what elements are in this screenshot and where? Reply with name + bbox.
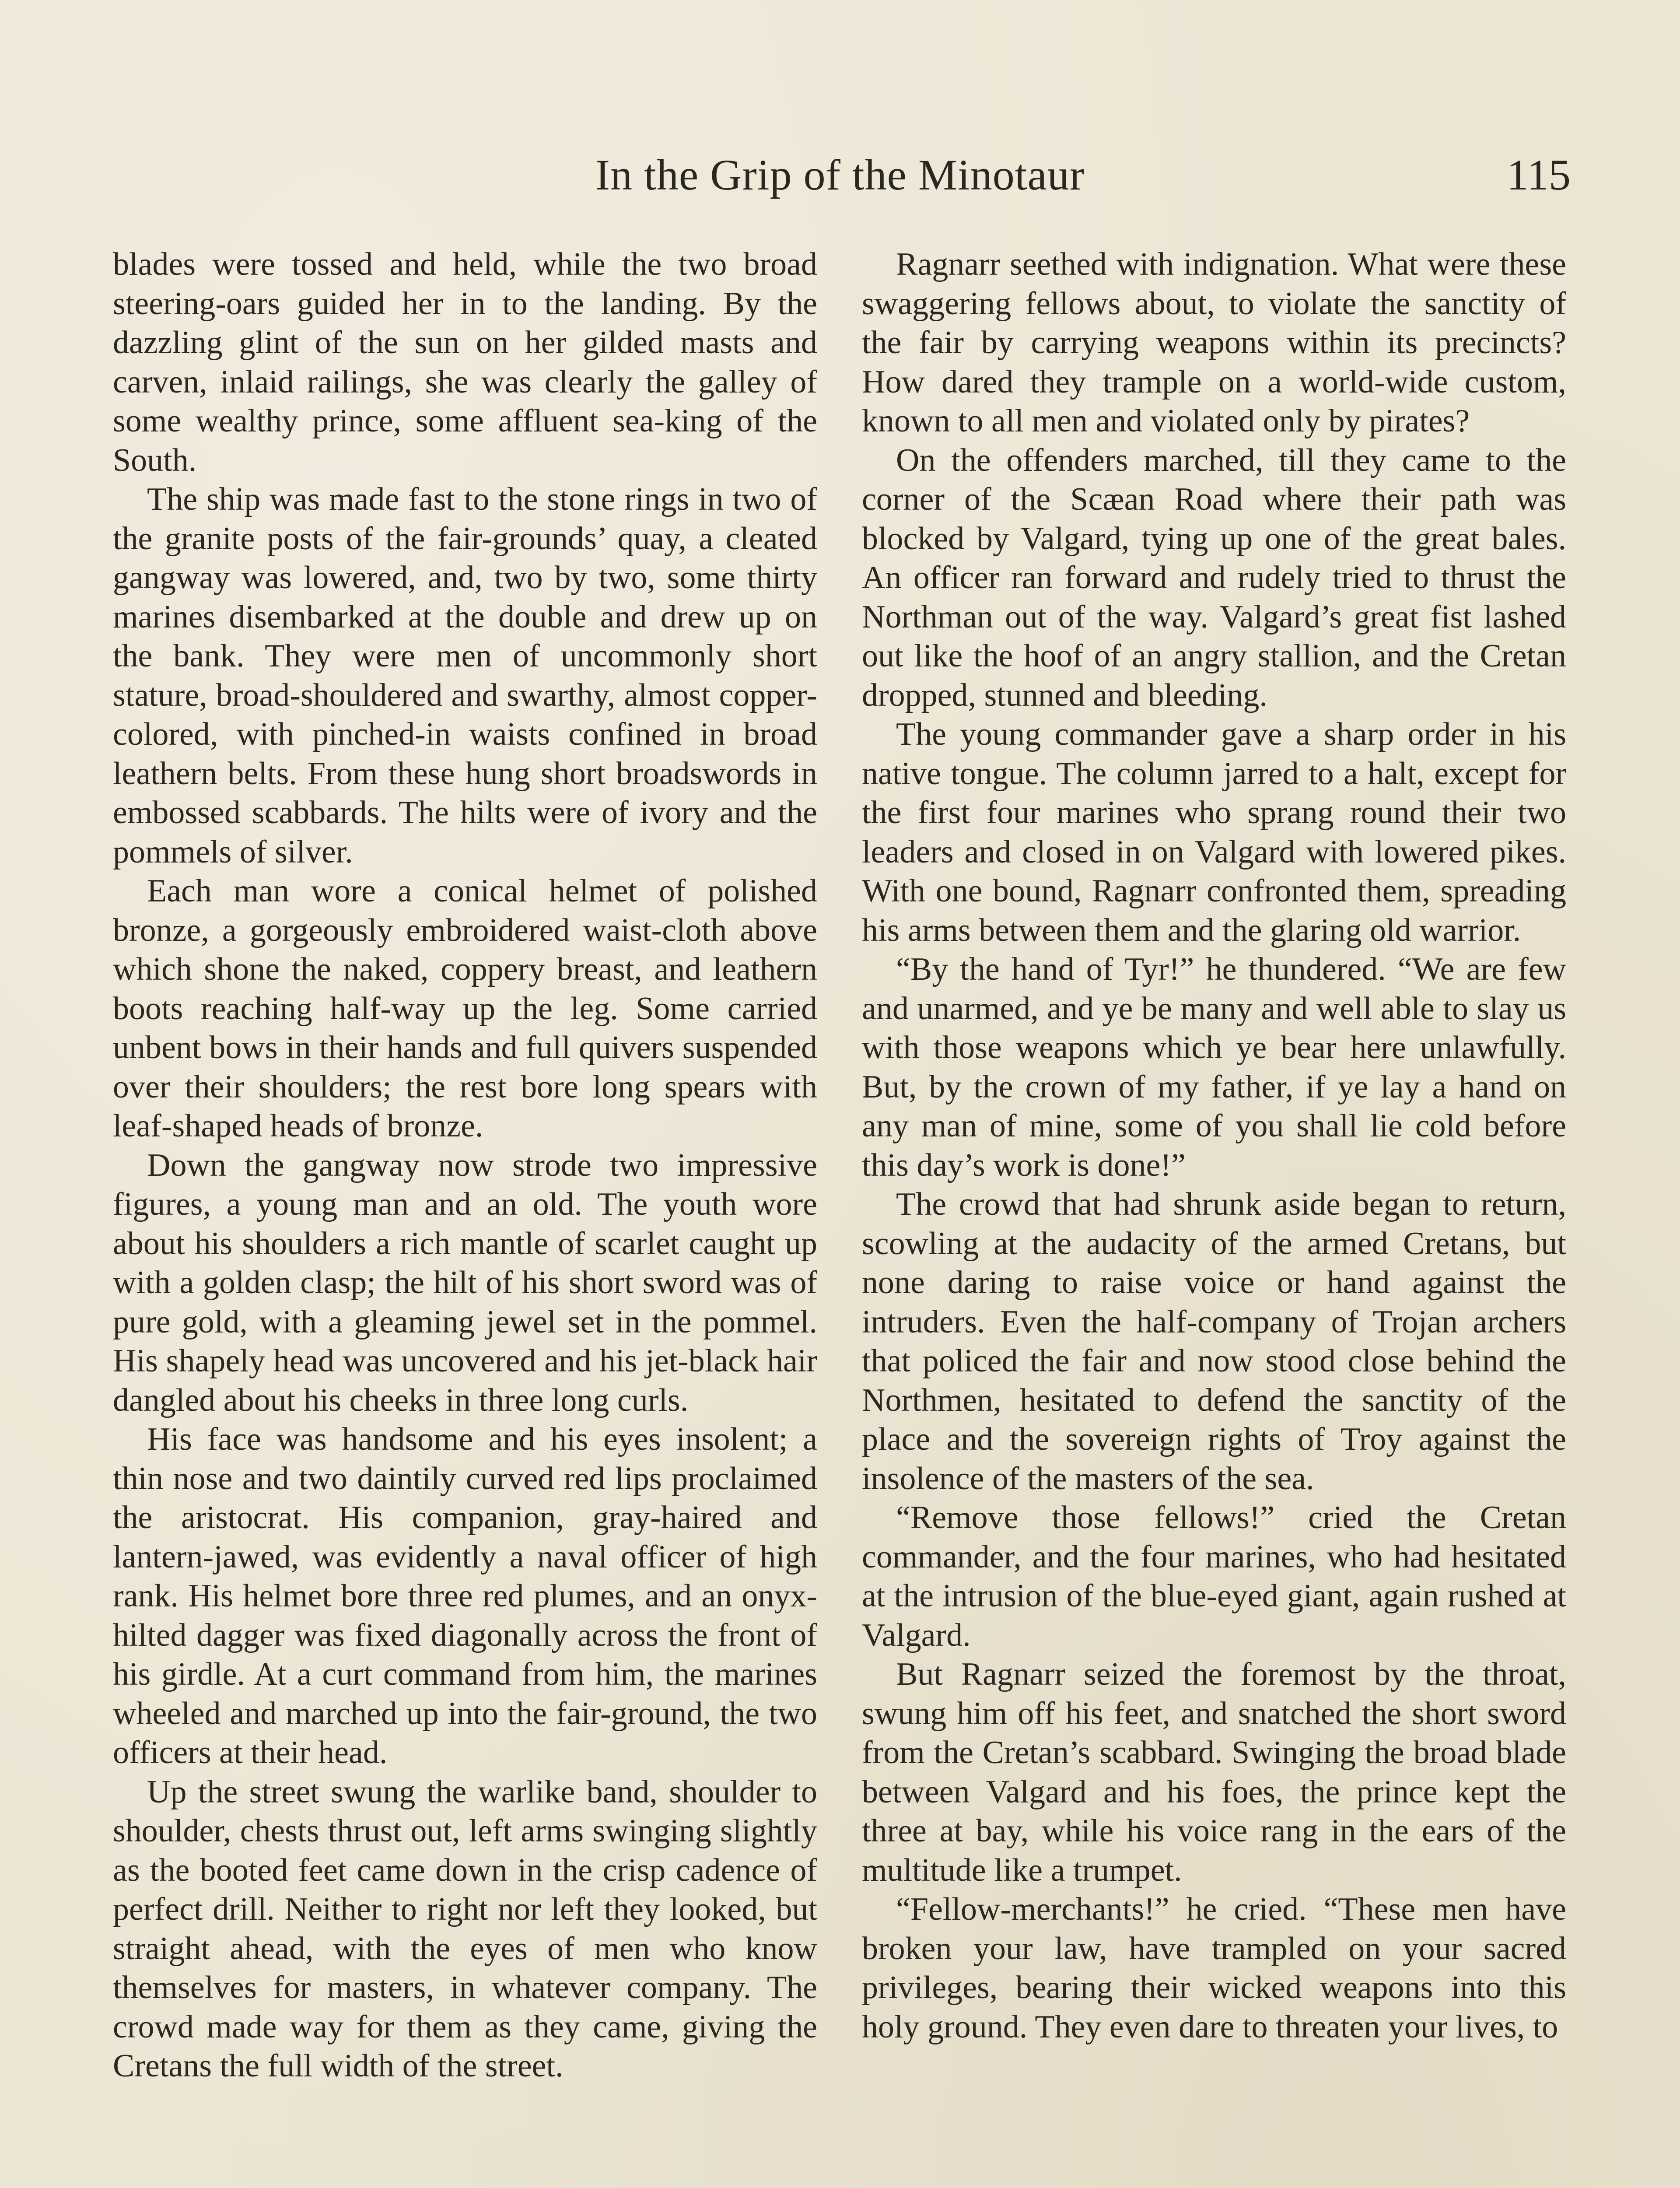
paragraph: The young commander gave a sharp order in his native tongue. The column jarred to a halt, except for the first four marines who sprang round their two leaders and closed in on Valgard with lowered pikes. With one bound, Ragnarr confronted them, spreading his arms between them and the glaring old warrior. (862, 716, 1566, 948)
right-column (862, 245, 1566, 2047)
left-column (113, 245, 817, 2086)
paragraph: “Remove those fellows!” cried the Cretan commander, and the four marines, who had hesitated at the intrusion of the blue-eyed giant, again rushed at Valgard. (862, 1500, 1566, 1653)
paragraph: Each man wore a conical helmet of polished bronze, a gorgeously embroidered waist-cloth above which shone the naked, coppery breast, and leathern boots reaching half-way up the leg. Some carried unbent bows in their hands and full quivers suspended over their shoulders; the rest bore long spears with leaf-shaped heads of bronze. (113, 873, 817, 1144)
paragraph: His face was handsome and his eyes insolent; a thin nose and two daintily curved red lips proclaimed the aristocrat. His companion, gray-haired and lantern-jawed, was evidently a naval officer of high rank. His helmet bore three red plumes, and an onyx-hilted dagger was fixed diagonally across the front of his girdle. At a curt command from him, the marines wheeled and marched up into the fair-ground, the two officers at their head. (113, 1421, 817, 1771)
paragraph: blades were tossed and held, while the two broad steering-oars guided her in to the landing. By the dazzling glint of the sun on her gilded masts and carven, inlaid railings, she was clearly the galley of some wealthy prince, some affluent sea-king of the South. (113, 246, 817, 478)
paragraph: The ship was made fast to the stone rings in two of the granite posts of the fair-grounds’ quay, a cleated gangway was lowered, and, two by two, some thirty marines disembarked at the double and drew up on the bank. They were men of uncommonly short stature, broad-shouldered and swarthy, almost copper-colored, with pinched-in waists confined in broad leathern belts. From these hung short broadswords in embossed scabbards. The hilts were of ivory and the pommels of silver. (113, 481, 817, 870)
paragraph: On the offenders marched, till they came to the corner of the Scæan Road where their path was blocked by Valgard, tying up one of the great bales. An officer ran forward and rudely tried to thrust the Northman out of the way. Valgard’s great fist lashed out like the hoof of an angry stallion, and the Cretan dropped, stunned and bleeding. (862, 442, 1566, 713)
paragraph: Down the gangway now strode two impressive figures, a young man and an old. The youth wore about his shoulders a rich mantle of scarlet caught up with a golden clasp; the hilt of his short sword was of pure gold, with a gleaming jewel set in the pommel. His shapely head was uncovered and his jet-black hair dangled about his cheeks in three long curls. (113, 1147, 817, 1418)
paragraph: Ragnarr seethed with indignation. What were these swaggering fellows about, to violate the sanctity of the fair by carrying weapons within its precincts? How dared they trample on a world-wide custom, known to all men and violated only by pirates? (862, 246, 1566, 439)
page-header (109, 144, 1571, 206)
paragraph: “By the hand of Tyr!” he thundered. “We are few and unarmed, and ye be many and well able to slay us with those weapons which ye bear here unlawfully. But, by the crown of my father, if ye lay a hand on any man of mine, some of you shall lie cold before this day’s work is done!” (862, 951, 1566, 1183)
page-number: 115 (1506, 151, 1571, 199)
paragraph: Up the street swung the warlike band, shoulder to shoulder, chests thrust out, left arms swinging slightly as the booted feet came down in the crisp cadence of perfect drill. Neither to right nor left they looked, but straight ahead, with the eyes of men who know themselves for masters, in whatever company. The crowd made way for them as they came, giving the Cretans the full width of the street. (113, 1774, 817, 2084)
paragraph: The crowd that had shrunk aside began to return, scowling at the audacity of the armed Cretans, but none daring to raise voice or hand against the intruders. Even the half-company of Trojan archers that policed the fair and now stood close behind the Northmen, hesitated to defend the sanctity of the place and the sovereign rights of Troy against the insolence of the masters of the sea. (862, 1186, 1566, 1497)
paragraph: But Ragnarr seized the foremost by the throat, swung him off his feet, and snatched the short sword from the Cretan’s scabbard. Swinging the broad blade between Valgard and his foes, the prince kept the three at bay, while his voice rang in the ears of the multitude like a trumpet. (862, 1656, 1566, 1888)
paragraph: “Fellow-merchants!” he cried. “These men have broken your law, have trampled on your sacred privileges, bearing their wicked weapons into this holy ground. They even dare to threaten your lives, to (862, 1891, 1566, 2045)
running-title: In the Grip of the Minotaur (595, 151, 1085, 199)
